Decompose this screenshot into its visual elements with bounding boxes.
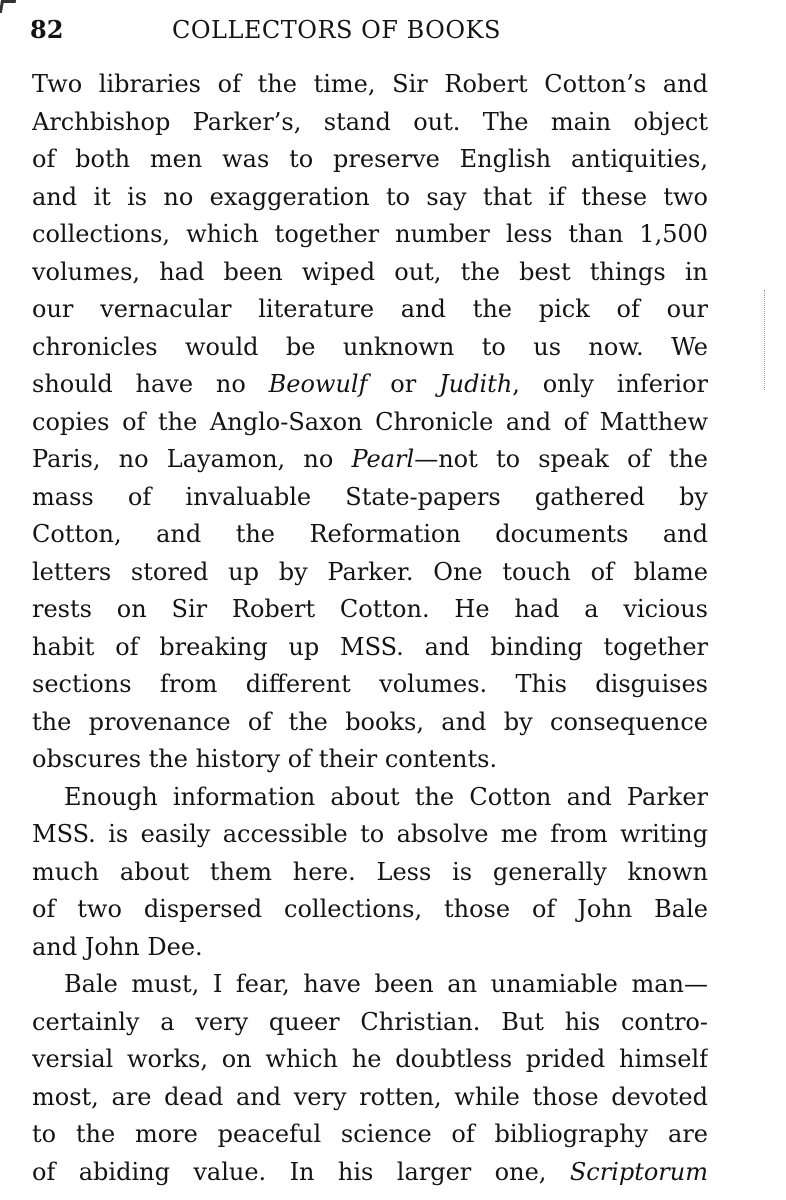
text-line: the provenance of the books, and by consequence bbox=[32, 707, 708, 736]
text-line: certainly a very queer Christian. But his contro- bbox=[32, 1007, 708, 1036]
text-line: our vernacular literature and the pick of our bbox=[32, 295, 708, 323]
text-line: and John Dee. bbox=[32, 932, 203, 961]
text-line: MSS. is easily accessible to absolve me from writing bbox=[32, 820, 708, 848]
text-line: much about them here. Less is generally known bbox=[32, 857, 708, 886]
body-text bbox=[32, 66, 708, 1191]
italic-title: Scriptorum bbox=[569, 1157, 708, 1186]
running-head: COLLECTORS OF BOOKS bbox=[172, 16, 501, 44]
text-line: sections from different volumes. This disguises bbox=[32, 670, 708, 698]
italic-title: Judith bbox=[439, 370, 513, 398]
text-line: should have no Beowulf or Judith, only inferior bbox=[32, 370, 708, 398]
text-line: Archbishop Parker’s, stand out. The main object bbox=[32, 107, 708, 136]
text-line: versial works, on which he doubtless prided himself bbox=[32, 1045, 708, 1073]
text-line: letters stored up by Parker. One touch of blame bbox=[32, 557, 708, 586]
text-line: volumes, had been wiped out, the best things in bbox=[32, 257, 708, 286]
text-line: collections, which together number less than 1,500 bbox=[32, 220, 708, 248]
text-line: rests on Sir Robert Cotton. He had a vicious bbox=[32, 595, 708, 623]
paragraph-3 bbox=[32, 966, 708, 1191]
text-line: Enough information about the Cotton and Parker bbox=[64, 782, 708, 811]
page-header bbox=[30, 12, 730, 48]
text-line: of two dispersed collections, those of John Bale bbox=[32, 895, 708, 923]
text-line: Cotton, and the Reformation documents and bbox=[32, 520, 708, 548]
corner-mark-icon bbox=[0, 0, 16, 13]
text-line: of abiding value. In his larger one, Scriptorum bbox=[32, 1157, 708, 1186]
text-line: Two libraries of the time, Sir Robert Cotton’s and bbox=[32, 70, 708, 98]
text-line: chronicles would be unknown to us now. We bbox=[32, 332, 708, 361]
text-line: Bale must, I fear, have been an unamiable man— bbox=[64, 970, 708, 998]
text-line: habit of breaking up MSS. and binding together bbox=[32, 632, 708, 661]
paragraph-2 bbox=[32, 779, 708, 967]
text-line: and it is no exaggeration to say that if these two bbox=[32, 182, 708, 211]
text-line: mass of invaluable State-papers gathered by bbox=[32, 482, 708, 511]
text-line: Paris, no Layamon, no Pearl—not to speak of the bbox=[32, 445, 708, 473]
text-line: to the more peaceful science of bibliography are bbox=[32, 1120, 708, 1148]
page-number: 82 bbox=[30, 15, 64, 44]
text-line: obscures the history of their contents. bbox=[32, 745, 498, 773]
paragraph-1 bbox=[32, 66, 708, 779]
italic-title: Beowulf bbox=[268, 370, 368, 398]
text-line: of both men was to preserve English antiquities, bbox=[32, 145, 708, 173]
margin-dots bbox=[764, 290, 766, 390]
text-line: copies of the Anglo-Saxon Chronicle and of Matthew bbox=[32, 407, 708, 436]
italic-title: Pearl bbox=[351, 445, 415, 473]
text-line: most, are dead and very rotten, while those devoted bbox=[32, 1082, 708, 1111]
